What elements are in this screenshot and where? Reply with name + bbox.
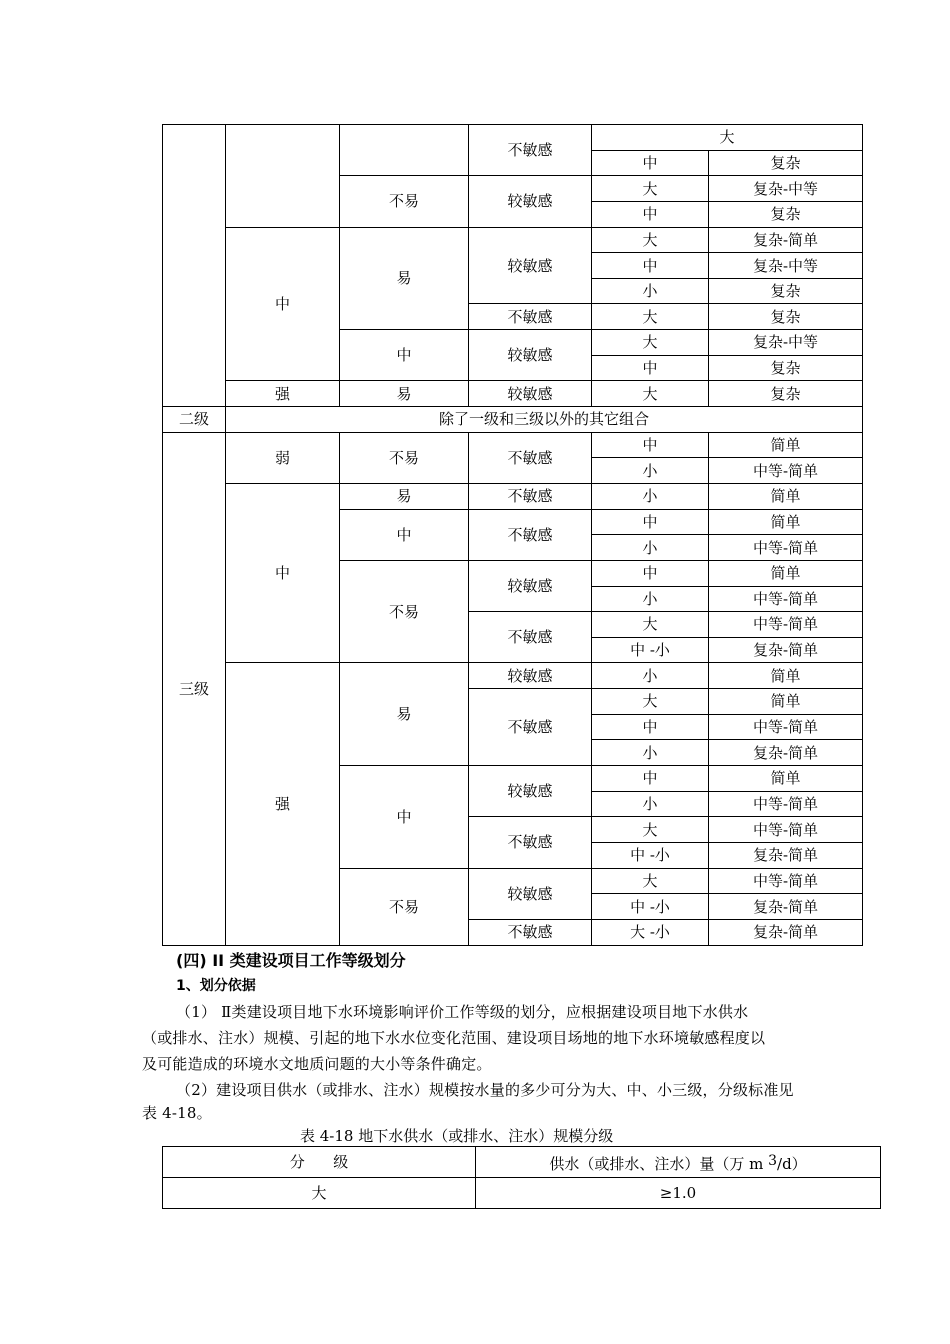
problem-cell: 简单: [709, 663, 863, 689]
ease-cell: 易: [340, 483, 469, 509]
scale-cell: 小: [592, 740, 709, 766]
sensitivity-cell: 较敏感: [469, 868, 592, 919]
volume-cell: ≥1.0: [476, 1178, 881, 1209]
scale-cell: 大: [592, 868, 709, 894]
ease-cell: 不易: [340, 560, 469, 663]
problem-cell: 复杂: [709, 278, 863, 304]
paragraph-line: 表 4-18。: [142, 1104, 212, 1122]
table-row: [163, 227, 863, 253]
scale-table: [162, 1146, 881, 1209]
problem-cell: 中等-简单: [709, 458, 863, 484]
problem-cell: 复杂: [709, 304, 863, 330]
volume-header-unit: /d）: [777, 1154, 807, 1173]
table-row: [163, 432, 863, 458]
sensitivity-cell: 较敏感: [469, 176, 592, 227]
scale-cell: 小: [592, 535, 709, 561]
scale-cell: 大: [592, 817, 709, 843]
ease-cell: 易: [340, 381, 469, 407]
drawdown-cell: 中: [226, 227, 340, 381]
scale-cell: 小: [592, 586, 709, 612]
paragraph-line: （或排水、注水）规模、引起的地下水水位变化范围、建设项目场地的地下水环境敏感程度以: [142, 1029, 766, 1047]
sensitivity-cell: 不敏感: [469, 689, 592, 766]
problem-cell: 复杂-简单: [709, 842, 863, 868]
sensitivity-cell: 不敏感: [469, 612, 592, 663]
problem-cell: 复杂: [709, 355, 863, 381]
grade-cell: 大: [163, 1178, 476, 1209]
problem-cell: 中等-简单: [709, 535, 863, 561]
problem-cell: 复杂-中等: [709, 330, 863, 356]
volume-header: [476, 1147, 881, 1178]
ease-cell: 中: [340, 330, 469, 381]
problem-cell: 中等-简单: [709, 586, 863, 612]
problem-cell: 复杂-中等: [709, 176, 863, 202]
ease-cell: 中: [340, 766, 469, 869]
scale-cell: 大: [592, 689, 709, 715]
drawdown-cell: 弱: [226, 432, 340, 483]
table-row: [163, 381, 863, 407]
scale-cell: 小: [592, 278, 709, 304]
paragraph-line: （2）建设项目供水（或排水、注水）规模按水量的多少可分为大、中、小三级，分级标准见: [176, 1081, 794, 1099]
scale-cell: 中: [592, 201, 709, 227]
drawdown-cell: [226, 125, 340, 228]
problem-cell: 复杂-简单: [709, 919, 863, 945]
scale-cell: 大: [592, 612, 709, 638]
volume-header-text: 供水（或排水、注水）量（万 m: [549, 1154, 769, 1173]
sensitivity-cell: 较敏感: [469, 227, 592, 304]
sensitivity-cell: 不敏感: [469, 432, 592, 483]
scale-cell: 大: [592, 176, 709, 202]
level-cell: [163, 125, 226, 407]
scale-cell: 中: [592, 714, 709, 740]
scale-cell: 中: [592, 509, 709, 535]
problem-cell: 中等-简单: [709, 868, 863, 894]
scale-cell: 中 -小: [592, 637, 709, 663]
scale-cell: 中: [592, 432, 709, 458]
problem-cell: 复杂-简单: [709, 227, 863, 253]
sensitivity-cell: 不敏感: [469, 817, 592, 868]
grade-header: 分 级: [163, 1147, 476, 1178]
problem-cell: 复杂-简单: [709, 894, 863, 920]
ease-cell: 易: [340, 227, 469, 330]
drawdown-cell: 强: [226, 381, 340, 407]
ease-cell: 不易: [340, 868, 469, 945]
scale-cell: 中 -小: [592, 894, 709, 920]
scale-cell: 小: [592, 791, 709, 817]
volume-header-exponent: 3: [768, 1152, 778, 1169]
drawdown-cell: 中: [226, 483, 340, 662]
sensitivity-cell: 较敏感: [469, 560, 592, 611]
problem-cell: 简单: [709, 766, 863, 792]
scale-cell: 大: [592, 125, 863, 151]
table-row: [163, 663, 863, 689]
table-caption: 表 4-18 地下水供水（或排水、注水）规模分级: [300, 1127, 614, 1145]
section-heading: (四) II 类建设项目工作等级划分: [176, 951, 406, 970]
scale-cell: 大 -小: [592, 919, 709, 945]
problem-cell: 复杂: [709, 381, 863, 407]
problem-cell: 简单: [709, 689, 863, 715]
subsection-heading: 1、划分依据: [176, 978, 256, 994]
problem-cell: 简单: [709, 432, 863, 458]
scale-cell: 中: [592, 560, 709, 586]
problem-cell: 中等-简单: [709, 791, 863, 817]
problem-cell: 中等-简单: [709, 817, 863, 843]
ease-cell: 不易: [340, 176, 469, 227]
level-description-cell: 除了一级和三级以外的其它组合: [226, 407, 863, 433]
sensitivity-cell: 不敏感: [469, 509, 592, 560]
scale-cell: 中: [592, 253, 709, 279]
problem-cell: 复杂-简单: [709, 637, 863, 663]
scale-cell: 大: [592, 304, 709, 330]
problem-cell: 简单: [709, 560, 863, 586]
table-row: [163, 1178, 881, 1209]
work-level-table: [162, 124, 863, 946]
problem-cell: 复杂: [709, 201, 863, 227]
scale-cell: 小: [592, 483, 709, 509]
sensitivity-cell: 较敏感: [469, 766, 592, 817]
paragraph-line: （1） Ⅱ类建设项目地下水环境影响评价工作等级的划分，应根据建设项目地下水供水: [176, 1003, 749, 1021]
sensitivity-cell: 较敏感: [469, 381, 592, 407]
table-row: [163, 125, 863, 151]
scale-cell: 大: [592, 381, 709, 407]
table-row: [163, 483, 863, 509]
scale-cell: 大: [592, 227, 709, 253]
problem-cell: 简单: [709, 483, 863, 509]
problem-cell: 复杂: [709, 150, 863, 176]
paragraph-line: 及可能造成的环境水文地质问题的大小等条件确定。: [142, 1055, 492, 1073]
scale-cell: 小: [592, 663, 709, 689]
sensitivity-cell: 不敏感: [469, 919, 592, 945]
sensitivity-cell: 不敏感: [469, 483, 592, 509]
table-header-row: [163, 1147, 881, 1178]
problem-cell: 简单: [709, 509, 863, 535]
ease-cell: 中: [340, 509, 469, 560]
level-cell: 三级: [163, 432, 226, 945]
problem-cell: 中等-简单: [709, 612, 863, 638]
table-row: [163, 407, 863, 433]
scale-cell: 小: [592, 458, 709, 484]
drawdown-cell: 强: [226, 663, 340, 945]
problem-cell: 复杂-简单: [709, 740, 863, 766]
level-cell: 二级: [163, 407, 226, 433]
scale-cell: 中: [592, 766, 709, 792]
problem-cell: 复杂-中等: [709, 253, 863, 279]
scale-cell: 中: [592, 150, 709, 176]
ease-cell: 易: [340, 663, 469, 766]
ease-cell: 不易: [340, 432, 469, 483]
scale-cell: 大: [592, 330, 709, 356]
sensitivity-cell: 较敏感: [469, 663, 592, 689]
problem-cell: 中等-简单: [709, 714, 863, 740]
sensitivity-cell: 不敏感: [469, 304, 592, 330]
ease-cell: [340, 125, 469, 176]
scale-cell: 中 -小: [592, 842, 709, 868]
sensitivity-cell: 较敏感: [469, 330, 592, 381]
sensitivity-cell: 不敏感: [469, 125, 592, 176]
scale-cell: 中: [592, 355, 709, 381]
